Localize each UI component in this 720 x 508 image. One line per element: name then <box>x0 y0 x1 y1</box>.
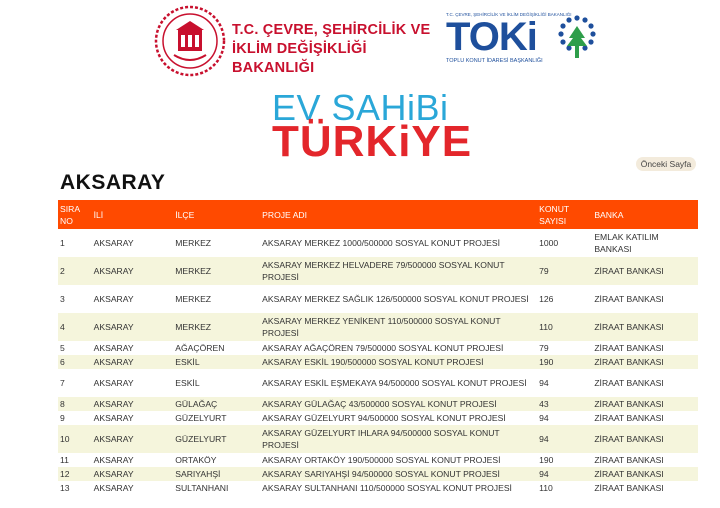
cell-ili: AKSARAY <box>93 322 134 332</box>
column-header-sira-no: SIRA NO <box>58 200 92 229</box>
ministry-seal-icon <box>154 5 226 77</box>
cell-banka: ZİRAAT BANKASI <box>594 413 664 423</box>
toki-subtitle: TOPLU KONUT İDARESİ BAŞKANLIĞI <box>446 58 543 64</box>
cell-proje-adi: AKSARAY MERKEZ SAĞLIK 126/500000 SOSYAL KONUT PROJESİ <box>262 294 529 304</box>
cell-konut-sayisi: 79 <box>539 266 549 276</box>
column-header-proje-adi: PROJE ADI <box>260 200 537 229</box>
cell-ilce: MERKEZ <box>175 266 212 276</box>
cell-sira-no: 3 <box>60 294 65 304</box>
cell-sira-no: 5 <box>60 343 65 353</box>
cell-ilce: SARIYAHŞİ <box>175 469 221 479</box>
cell-proje-adi: AKSARAY ESKİL 190/500000 SOSYAL KONUT PROJESİ <box>262 357 484 367</box>
cell-banka: ZİRAAT BANKASI <box>594 266 664 276</box>
page-title: AKSARAY <box>60 171 166 194</box>
cell-sira-no: 1 <box>60 238 65 248</box>
cell-konut-sayisi: 43 <box>539 399 549 409</box>
table-row <box>58 453 698 467</box>
cell-ilce: ESKİL <box>175 378 200 388</box>
cell-ili: AKSARAY <box>93 455 134 465</box>
cell-ili: AKSARAY <box>93 343 134 353</box>
toki-wordmark: TOKi <box>446 15 537 59</box>
cell-konut-sayisi: 1000 <box>539 238 559 248</box>
cell-proje-adi: AKSARAY GÜZELYURT 94/500000 SOSYAL KONUT PROJESİ <box>262 413 506 423</box>
cell-konut-sayisi: 94 <box>539 434 549 444</box>
table-row <box>58 425 698 453</box>
cell-ili: AKSARAY <box>93 483 134 493</box>
cell-banka: ZİRAAT BANKASI <box>594 357 664 367</box>
column-header-banka: BANKA <box>592 200 698 229</box>
table-row <box>58 313 698 341</box>
cell-banka: ZİRAAT BANKASI <box>594 343 664 353</box>
project-table <box>58 200 698 495</box>
cell-ili: AKSARAY <box>93 434 134 444</box>
brand-line-2: TÜRKiYE <box>272 117 473 166</box>
table-row <box>58 341 698 355</box>
ev-sahibi-turkiye-logo <box>272 87 492 166</box>
cell-sira-no: 2 <box>60 266 65 276</box>
cell-proje-adi: AKSARAY AĞAÇÖREN 79/500000 SOSYAL KONUT PROJESİ <box>262 343 504 353</box>
cell-ili: AKSARAY <box>93 469 134 479</box>
column-header-ilce: İLÇE <box>173 200 260 229</box>
cell-sira-no: 6 <box>60 357 65 367</box>
cell-banka: ZİRAAT BANKASI <box>594 322 664 332</box>
cell-ili: AKSARAY <box>93 266 134 276</box>
cell-ilce: ESKİL <box>175 357 200 367</box>
cell-sira-no: 8 <box>60 399 65 409</box>
toki-logo <box>446 12 606 68</box>
cell-sira-no: 7 <box>60 378 65 388</box>
cell-ilce: SULTANHANI <box>175 483 229 493</box>
cell-proje-adi: AKSARAY GÜZELYURT IHLARA 94/500000 SOSYAL KONUT PROJESİ <box>262 428 500 450</box>
cell-proje-adi: AKSARAY ESKİL EŞMEKAYA 94/500000 SOSYAL KONUT PROJESİ <box>262 378 527 388</box>
ministry-line-1: T.C. ÇEVRE, ŞEHİRCİLİK VE <box>232 22 431 38</box>
cell-ilce: MERKEZ <box>175 238 212 248</box>
cell-sira-no: 13 <box>60 483 70 493</box>
cell-ilce: GÜZELYURT <box>175 434 227 444</box>
table-row <box>58 369 698 397</box>
column-header-ili: İLİ <box>92 200 174 229</box>
cell-sira-no: 12 <box>60 469 70 479</box>
brand-line-1: EV SAHiBi <box>272 87 449 128</box>
cell-ili: AKSARAY <box>93 413 134 423</box>
cell-konut-sayisi: 110 <box>539 322 553 332</box>
table-row <box>58 397 698 411</box>
table-row <box>58 481 698 495</box>
cell-sira-no: 4 <box>60 322 65 332</box>
cell-konut-sayisi: 110 <box>539 483 553 493</box>
previous-page-button[interactable]: Önceki Sayfa <box>636 157 696 171</box>
cell-proje-adi: AKSARAY MERKEZ 1000/500000 SOSYAL KONUT PROJESİ <box>262 238 501 248</box>
cell-banka: ZİRAAT BANKASI <box>594 378 664 388</box>
cell-konut-sayisi: 94 <box>539 413 549 423</box>
table-row <box>58 229 698 257</box>
cell-proje-adi: AKSARAY GÜLAĞAÇ 43/500000 SOSYAL KONUT PROJESİ <box>262 399 497 409</box>
cell-konut-sayisi: 126 <box>539 294 554 304</box>
toki-tree-icon <box>552 14 602 66</box>
cell-sira-no: 9 <box>60 413 65 423</box>
cell-ilce: MERKEZ <box>175 294 212 304</box>
cell-ilce: AĞAÇÖREN <box>175 343 225 353</box>
cell-proje-adi: AKSARAY SARIYAHŞİ 94/500000 SOSYAL KONUT PROJESİ <box>262 469 500 479</box>
cell-proje-adi: AKSARAY ORTAKÖY 190/500000 SOSYAL KONUT PROJESİ <box>262 455 501 465</box>
cell-banka: EMLAK KATILIM BANKASI <box>594 232 659 254</box>
cell-konut-sayisi: 79 <box>539 343 549 353</box>
ministry-name <box>232 21 444 78</box>
table-row <box>58 257 698 285</box>
cell-banka: ZİRAAT BANKASI <box>594 469 664 479</box>
cell-banka: ZİRAAT BANKASI <box>594 399 664 409</box>
cell-banka: ZİRAAT BANKASI <box>594 483 664 493</box>
table-row <box>58 355 698 369</box>
table-row <box>58 285 698 313</box>
cell-ilce: GÜLAĞAÇ <box>175 399 218 409</box>
cell-sira-no: 10 <box>60 434 70 444</box>
cell-proje-adi: AKSARAY SULTANHANI 110/500000 SOSYAL KONUT PROJESİ <box>262 483 512 493</box>
cell-proje-adi: AKSARAY MERKEZ HELVADERE 79/500000 SOSYAL KONUT PROJESİ <box>262 260 505 282</box>
cell-ili: AKSARAY <box>93 378 134 388</box>
toki-ministry-caption: T.C. ÇEVRE, ŞEHİRCİLİK VE İKLİM DEĞİŞİKLİĞİ BAKANLIĞI <box>446 12 572 17</box>
ministry-line-2: İKLİM DEĞİŞİKLİĞİ BAKANLIĞI <box>232 41 367 76</box>
cell-konut-sayisi: 190 <box>539 455 554 465</box>
ministry-logo <box>154 5 444 77</box>
cell-konut-sayisi: 190 <box>539 357 554 367</box>
cell-sira-no: 11 <box>60 455 69 465</box>
cell-proje-adi: AKSARAY MERKEZ YENİKENT 110/500000 SOSYAL KONUT PROJESİ <box>262 316 501 338</box>
cell-ili: AKSARAY <box>93 357 134 367</box>
cell-ilce: GÜZELYURT <box>175 413 227 423</box>
table-row <box>58 467 698 481</box>
column-header-konut-sayisi: KONUT SAYISI <box>537 200 592 229</box>
cell-ilce: MERKEZ <box>175 322 212 332</box>
cell-konut-sayisi: 94 <box>539 469 549 479</box>
cell-ili: AKSARAY <box>93 238 134 248</box>
cell-ilce: ORTAKÖY <box>175 455 217 465</box>
table-row <box>58 411 698 425</box>
table-header-row <box>58 200 698 229</box>
cell-banka: ZİRAAT BANKASI <box>594 434 664 444</box>
cell-ili: AKSARAY <box>93 294 134 304</box>
cell-banka: ZİRAAT BANKASI <box>594 455 664 465</box>
cell-konut-sayisi: 94 <box>539 378 549 388</box>
cell-ili: AKSARAY <box>93 399 134 409</box>
cell-banka: ZİRAAT BANKASI <box>594 294 664 304</box>
